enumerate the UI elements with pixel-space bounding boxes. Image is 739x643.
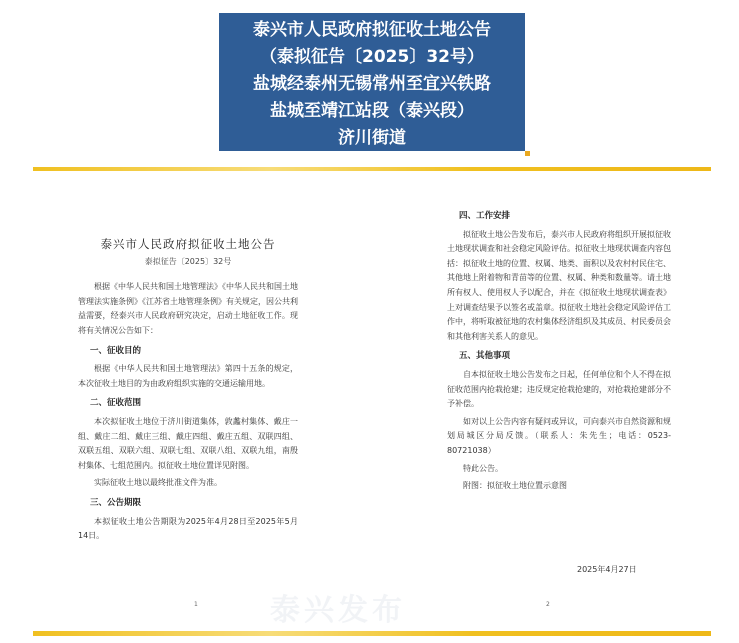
section-heading: 五、其他事项	[459, 351, 511, 362]
intro-paragraph: 根据《中华人民共和国土地管理法》《中华人民共和国土地管理法实施条例》《江苏省土地管理条例》有关规定，因公共利益需要，经泰兴市人民政府研究决定，启动土地征收工作。现将有关情况公告如下：	[78, 282, 298, 335]
banner-line: 济川街道	[338, 128, 406, 148]
section-paragraph: 如对以上公告内容有疑问或异议，可向泰兴市自然资源和规划局城区分局反馈。（联系人：朱先生；电话：0523-80721038）	[447, 416, 671, 455]
bottom-divider	[33, 631, 711, 636]
section-heading: 一、征收目的	[90, 345, 142, 356]
document-page-2	[447, 200, 671, 620]
section-paragraph: 拟征收土地公告发布后，泰兴市人民政府将组织开展拟征收土地现状调查和社会稳定风险评估。拟征收土地现状调查内容包括：拟征收土地的位置、权属、地类、面积以及农村村民住宅、其他地上附着物和青苗等的位置、权属、种类和数量等。请土地所有权人、使用权人予以配合，并在《拟征收土地现状调查表》上对调查结果予以签名或盖章。拟征收土地社会稳定风险评估工作中，将听取被征地的农村集体经济组织及其成员、村民委员会和其他利害关系人的意见。	[447, 229, 671, 341]
banner-line: 盐城至靖江站段（泰兴段）	[270, 101, 474, 121]
page-number: 1	[194, 601, 198, 608]
banner-line: （泰拟征告〔2025〕32号）	[260, 47, 484, 67]
section-paragraph: 本拟征收土地公告期限为2025年4月28日至2025年5月14日。	[78, 516, 298, 541]
section-heading: 四、工作安排	[459, 211, 511, 221]
document-page-1	[78, 200, 298, 620]
section-heading: 三、公告期限	[90, 497, 142, 508]
banner-accent	[525, 151, 530, 156]
notice-title: 泰兴市人民政府拟征收土地公告	[100, 237, 276, 251]
notice-number: 泰拟征告〔2025〕32号	[144, 256, 232, 266]
banner-line: 盐城经泰州无锡常州至宜兴铁路	[253, 74, 491, 94]
banner-line: 泰兴市人民政府拟征收土地公告	[253, 20, 491, 40]
section-paragraph: 实际征收土地以最终批准文件为准。	[94, 478, 222, 488]
sign-date: 2025年4月27日	[577, 565, 637, 574]
watermark: 泰兴发布	[270, 593, 406, 628]
page-number: 2	[546, 601, 550, 608]
section-paragraph: 根据《中华人民共和国土地管理法》第四十五条的规定，本次征收土地目的为由政府组织实施的交通运输用地。	[78, 364, 298, 388]
top-divider	[33, 167, 711, 171]
section-paragraph: 附图：拟征收土地位置示意图	[463, 481, 567, 491]
section-paragraph: 特此公告。	[463, 463, 503, 473]
title-banner	[219, 13, 525, 151]
section-heading: 二、征收范围	[90, 398, 142, 409]
section-paragraph: 自本拟征收土地公告发布之日起，任何单位和个人不得在拟征收范围内抢栽抢建；违反规定抢栽抢建的，对抢栽抢建部分不予补偿。	[447, 369, 671, 409]
section-paragraph: 本次拟征收土地位于济川街道集体，敦蠡村集体、戴庄一组、戴庄二组、戴庄三组、戴庄四组、戴庄五组、双联四组、双联五组、双联六组、双联七组、双联八组、双联九组，南殷村集体、七组范围内。拟征收土地位置详见附图。	[78, 416, 298, 470]
